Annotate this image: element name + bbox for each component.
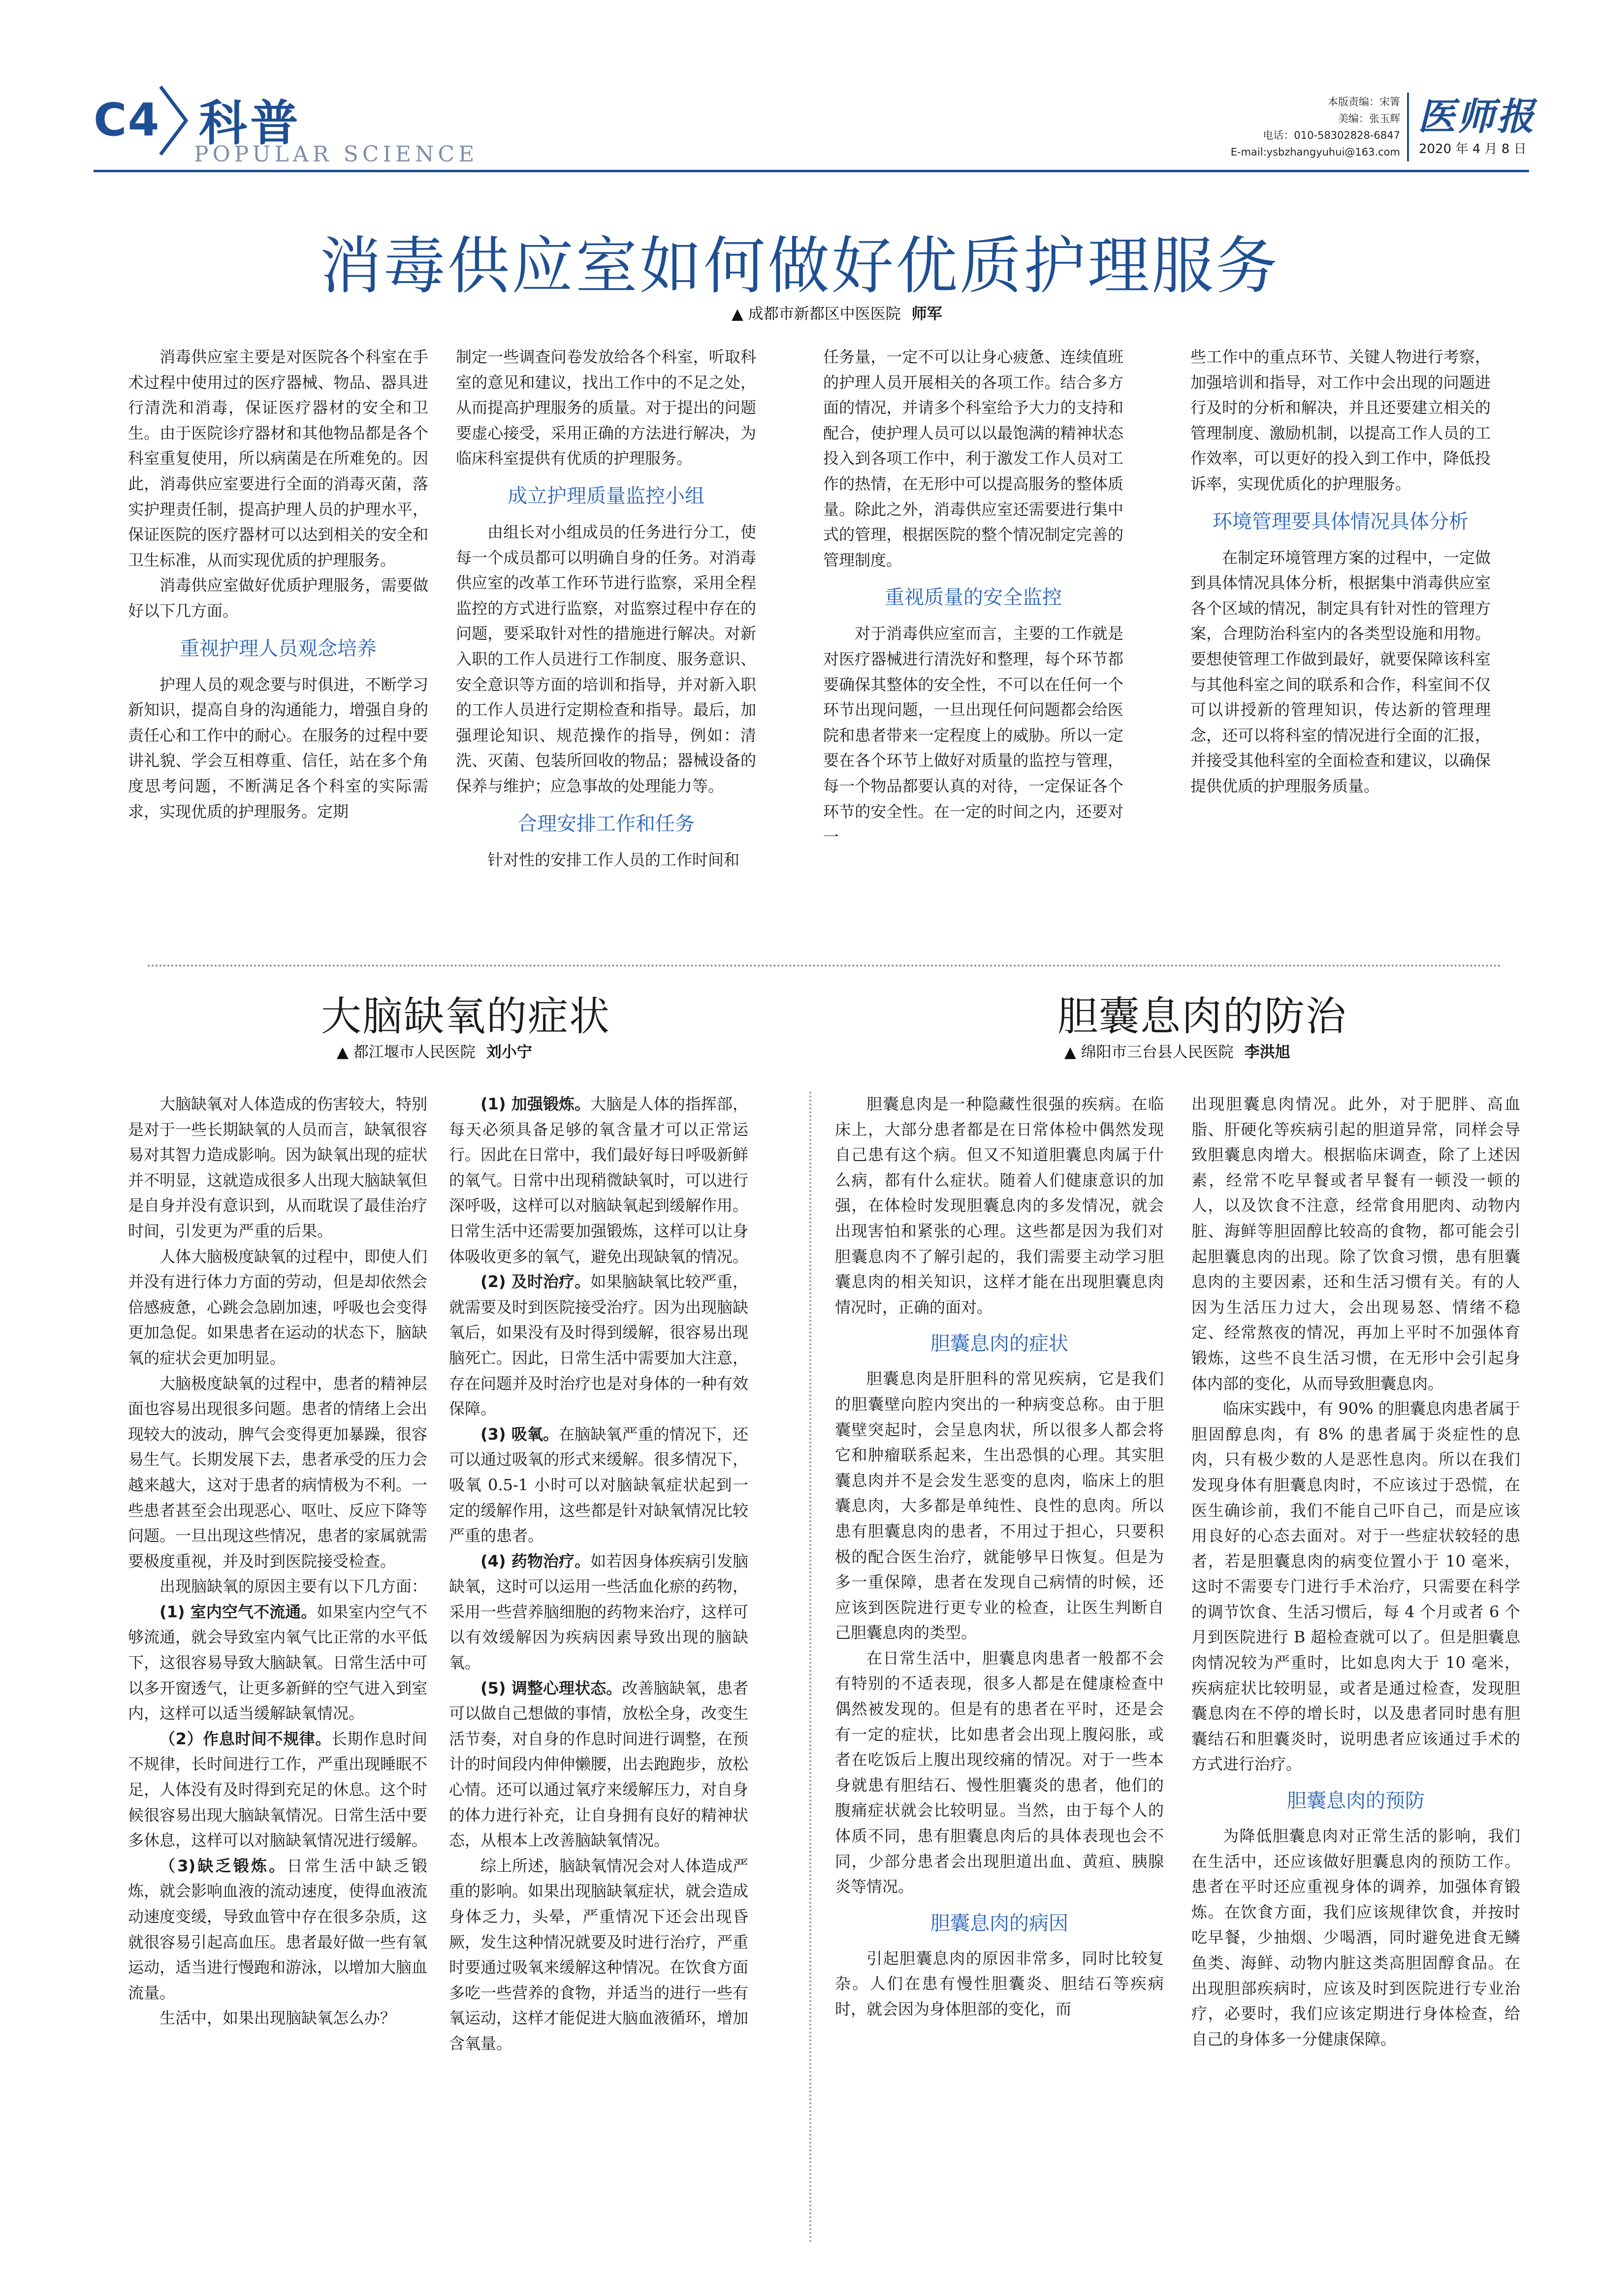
paragraph bbox=[128, 1854, 427, 2006]
byline-author: 李洪旭 bbox=[1244, 1043, 1290, 1061]
main-article-column-3 bbox=[823, 345, 1123, 850]
masthead-logo: 医师报 bbox=[1418, 94, 1536, 138]
section-heading: 重视质量的安全监控 bbox=[885, 586, 1062, 609]
paragraph: 在日常生活中，胆囊息肉患者一般都不会有特别的不适表现，很多人都是在健康检查中偶然被发现的。但是有的患者在平时，还是会有一定的症状，比如患者会出现上腹闷胀，或者在吃饭后上腹出现绞痛的情况。对于一些本身就患有胆结石、慢性胆囊炎的患者，他们的腹痛症状就会比较明显。当然，由于每个人的体质不同，患有胆囊息肉后的具体表现也会不同，少部分患者会出现胆道出血、黄疸、胰腺炎等情况。 bbox=[835, 1648, 1164, 1896]
paragraph: 人体大脑极度缺氧的过程中，即使人们并没有进行体力方面的劳动，但是却依然会倍感疲惫，心跳会急剧加速，呼吸也会变得更加急促。如果患者在运动的状态下，脑缺氧的症状会更加明显。 bbox=[128, 1247, 428, 1367]
main-article-column-4 bbox=[1190, 345, 1491, 799]
brain-article-title: 大脑缺氧的症状 bbox=[321, 993, 611, 1040]
item-text: 长期作息时间不规律，长时间进行工作，严重出现睡眠不足，人体没有及时得到充足的休息。这个时候很容易出现大脑缺氧情况。日常生活中要多休息，这样可以对脑缺氧情况进行缓解。 bbox=[128, 1729, 428, 1850]
paragraph: 由组长对小组成员的任务进行分工，使每一个成员都可以明确自身的任务。对消毒供应室的改革工作环节进行监察，采用全程监控的方式进行监察，对监察过程中存在的问题，要采取针对性的措施进行解决。对新入职的工作人员进行工作制度、服务意识、安全意识等方面的培训和指导，并对新入职的工作人员进行定期检查和指导。最后，加强理论知识、规范操作的指导，例如：清洗、灭菌、包装所回收的物品；器械设备的保养与维护；应急事故的处理能力等。 bbox=[456, 522, 756, 795]
item-text: 如果脑缺氧比较严重，就需要及时到医院接受治疗。因为出现脑缺氧后，如果没有及时得到缓解，很容易出现脑死亡。因此，日常生活中需要加大注意，存在问题并及时治疗也是对身体的一种有效保障。 bbox=[449, 1272, 749, 1418]
main-article-byline bbox=[732, 301, 942, 323]
item-lead: (1) 室内空气不流通。 bbox=[160, 1602, 317, 1621]
section-divider bbox=[148, 965, 1502, 967]
page-number: C4 bbox=[94, 94, 160, 146]
brain-article-column-2 bbox=[449, 1092, 748, 2057]
masthead-divider bbox=[1407, 93, 1409, 161]
editor-line: 本版责编：宋箐 bbox=[1328, 96, 1400, 108]
paragraph: 消毒供应室主要是对医院各个科室在手术过程中使用过的医疗器械、物品、器具进行清洗和消毒，保证医疗器材的安全和卫生。由于医院诊疗器材和其他物品都是各个科室重复使用，所以病菌是在所难免的。因此，消毒供应室要进行全面的消毒灭菌，落实护理责任制，提高护理人员的护理水平，保证医院的医疗器材可以达到相关的安全和卫生标准，从而实现优质的护理服务。 bbox=[128, 347, 428, 569]
paragraph bbox=[449, 1422, 748, 1549]
item-lead: (2) 及时治疗。 bbox=[480, 1272, 591, 1291]
section-heading: 胆囊息肉的症状 bbox=[930, 1332, 1068, 1355]
paragraph: 任务量，一定不可以让身心疲惫、连续值班的护理人员开展相关的各项工作。结合多方面的情况，并请多个科室给予大力的支持和配合，使护理人员可以以最饱满的精神状态投入到各项工作中，利于激发工作人员对工作的热情，在无形中可以提高服务的整体质量。除此之外，消毒供应室还需要进行集中式的管理，根据医院的整个情况制定完善的管理制度。 bbox=[823, 347, 1123, 569]
item-lead: （2）作息时间不规律。 bbox=[160, 1729, 331, 1748]
section-heading: 合理安排工作和任务 bbox=[517, 812, 695, 835]
main-article-column-1 bbox=[128, 345, 428, 824]
paragraph: 生活中，如果出现脑缺氧怎么办？ bbox=[160, 2009, 396, 2028]
item-lead: (1) 加强锻炼。 bbox=[480, 1095, 591, 1113]
item-text: 如若因身体疾病引发脑缺氧，这时可以运用一些活血化瘀的药物，采用一些营养脑细胞的药物来治疗，这样可以有效缓解因为疾病因素导致出现的脑缺氧。 bbox=[449, 1551, 749, 1672]
byline-org: ▲ 成都市新都区中医医院 bbox=[732, 305, 901, 323]
paragraph: 对于消毒供应室而言，主要的工作就是对医疗器械进行清洗好和整理，每个环节都要确保其整体的安全性，不可以在任何一个环节出现问题，一旦出现任何问题都会给医院和患者带来一定程度上的威胁。所以一定要在各个环节上做好对质量的监控与管理，每一个物品都要认真的对待，一定保证各个环节的安全性。在一定的时间之内，还要对一 bbox=[823, 624, 1123, 847]
item-lead: （3)缺乏锻炼。 bbox=[160, 1856, 287, 1875]
item-text: 大脑是人体的指挥部，每天必须具备足够的氧含量才可以正常运行。因此在日常中，我们最好每日呼吸新鲜的氧气。日常中出现稍微缺氧时，可以进行深呼吸，这样可以对脑缺氧起到缓解作用。日常生活中还需要加强锻炼，这样可以让身体吸收更多的氧气，避免出现缺氧的情况。 bbox=[449, 1095, 749, 1266]
paragraph: 出现脑缺氧的原因主要有以下几方面： bbox=[160, 1577, 428, 1596]
paragraph bbox=[449, 1676, 748, 1854]
paragraph: 出现胆囊息肉情况。此外，对于肥胖、高血脂、肝硬化等疾病引起的胆道异常，同样会导致胆囊息肉增大。根据临床调查，除了上述因素，经常不吃早餐或者早餐有一顿没一顿的人，以及饮食不注意，经常食用肥肉、动物内脏、海鲜等胆固醇比较高的食物，都可能会引起胆囊息肉的出现。除了饮食习惯，患有胆囊息肉的主要因素，还和生活习惯有关。有的人因为生活压力过大，会出现易怒、情绪不稳定、经常熬夜的情况，再加上平时不加强体育锻炼，这些不良生活习惯，在无形中会引起身体内部的变化，从而导致胆囊息肉。 bbox=[1191, 1095, 1520, 1393]
item-text: 如果室内空气不够流通，就会导致室内氧气比正常的水平低下，这很容易导致大脑缺氧。日常生活中可以多开窗透气，让更多新鲜的空气进入到室内，这样可以适当缓解缺氧情况。 bbox=[128, 1602, 428, 1723]
paragraph: 针对性的安排工作人员的工作时间和 bbox=[487, 850, 740, 869]
section-subtitle: POPULAR SCIENCE bbox=[194, 142, 479, 167]
gall-article-title: 胆囊息肉的防治 bbox=[1057, 993, 1347, 1040]
brain-article-column-1 bbox=[128, 1092, 427, 2031]
item-text: 在脑缺氧严重的情况下，还可以通过吸氧的形式来缓解。很多情况下，吸氧 0.5-1 小时可以对脑缺氧症状起到一定的缓解作用，这些都是针对缺氧情况比较严重的患者。 bbox=[449, 1424, 749, 1545]
brain-article-byline bbox=[337, 1039, 532, 1062]
phone-line: 电话：010-58302828-6847 bbox=[1263, 129, 1400, 141]
paragraph: 些工作中的重点环节、关键人物进行考察，加强培训和指导，对工作中会出现的问题进行及时的分析和解决，并且还要建立相关的管理制度、激励机制，以提高工作人员的工作效率，可以更好的投入到工作中，降低投诉率，实现优质化的护理服务。 bbox=[1190, 347, 1491, 493]
email-line: E-mail:ysbzhangyuhui@163.com bbox=[1230, 146, 1400, 158]
gall-article-column-2 bbox=[1191, 1092, 1520, 2052]
header-rule bbox=[94, 170, 1529, 172]
paragraph: 制定一些调查问卷发放给各个科室，听取科室的意见和建议，找出工作中的不足之处，从而提高护理服务的质量。对于提出的问题要虚心接受，采用正确的方法进行解决，为临床科室提供有优质的护理服务。 bbox=[456, 347, 756, 468]
paragraph: 护理人员的观念要与时俱进，不断学习新知识，提高自身的沟通能力，增强自身的责任心和工作中的耐心。在服务的过程中要讲礼貌、学会互相尊重、信任，站在多个角度思考问题，不断满足各个科室的实际需求，实现优质的护理服务。定期 bbox=[128, 675, 428, 821]
paragraph: 胆囊息肉是一种隐藏性很强的疾病。在临床上，大部分患者都是在日常体检中偶然发现自己患有这个病。但又不知道胆囊息肉属于什么病，都有什么症状。随着人们健康意识的加强，在体检时发现胆囊息肉的多发情况，就会出现害怕和紧张的心理。这些都是因为我们对胆囊息肉不了解引起的，我们需要主动学习胆囊息肉的相关知识，这样才能在出现胆囊息肉情况时，正确的面对。 bbox=[835, 1095, 1164, 1317]
item-text: 日常生活中缺乏锻炼，就会影响血液的流动速度，使得血液流动速度变缓，导致血管中存在很多杂质，这就很容易引起高血压。患者最好做一些有氧运动，适当进行慢跑和游泳，以增加大脑血流量。 bbox=[128, 1856, 428, 2002]
paragraph bbox=[128, 1600, 427, 1727]
gall-article-byline bbox=[1064, 1039, 1290, 1062]
section-heading: 环境管理要具体情况具体分析 bbox=[1213, 510, 1469, 533]
paragraph: 临床实践中，有 90% 的胆囊息肉患者属于胆固醇息肉，有 8% 的患者属于炎症性的息肉，只有极少数的人是恶性息肉。所以在我们发现身体有胆囊息肉时，不应该过于恐慌，在医生确诊前，我们不能自己吓自己，而是应该用良好的心态去面对。对于一些症状较轻的患者，若是胆囊息肉的病变位置小于 10 毫米，这时不需要专门进行手术治疗，只需要在科学的调节饮食、生活习惯后，每 4 个月或者 6 个月到医院进行 B 超检查就可以了。但是胆囊息肉情况较为严重时，比如息肉大于 10 毫米，疾病症状比较明显，或者是通过检查，发现胆囊息肉在不停的增长时，以及患者同时患有胆囊结石和胆囊炎时，说明患者应该通过手术的方式进行治疗。 bbox=[1191, 1399, 1520, 1774]
chevron-right-icon bbox=[157, 84, 191, 157]
byline-org: ▲ 绵阳市三台县人民医院 bbox=[1064, 1043, 1234, 1061]
byline-author: 刘小宁 bbox=[486, 1043, 532, 1061]
byline-org: ▲ 都江堰市人民医院 bbox=[337, 1043, 476, 1061]
paragraph: 引起胆囊息肉的原因非常多，同时比较复杂。人们在患有慢性胆囊炎、胆结石等疾病时，就会因为身体胆部的变化，而 bbox=[835, 1949, 1164, 2018]
item-text: 改善脑缺氧，患者可以做自己想做的事情，放松全身，改变生活节奏，对自身的作息时间进行调整，在预计的时间段内伸伸懒腰，出去跑跑步，放松心情。还可以通过氧疗来缓解压力，对自身的体力进行补充，让自身拥有良好的精神状态，从根本上改善脑缺氧情况。 bbox=[449, 1678, 749, 1850]
main-article-column-2 bbox=[456, 345, 756, 873]
paragraph bbox=[449, 1549, 748, 1676]
paragraph: 大脑缺氧对人体造成的伤害较大，特别是对于一些长期缺氧的人员而言，缺氧很容易对其智力造成影响。因为缺氧出现的症状并不明显，这就造成很多人出现大脑缺氧但是自身并没有意识到，从而耽误了最佳治疗时间，引发更为严重的后果。 bbox=[128, 1095, 428, 1240]
item-lead: (5) 调整心理状态。 bbox=[480, 1678, 622, 1698]
paragraph: 消毒供应室做好优质护理服务，需要做好以下几方面。 bbox=[128, 576, 428, 620]
issue-date: 2020 年 4 月 8 日 bbox=[1419, 142, 1527, 157]
paragraph bbox=[128, 1727, 427, 1854]
item-lead: (4) 药物治疗。 bbox=[480, 1551, 591, 1571]
paragraph: 综上所述，脑缺氧情况会对人体造成严重的影响。如果出现脑缺氧症状，就会造成身体乏力，头晕，严重情况下还会出现昏厥，发生这种情况就要及时进行治疗，严重时要通过吸氧来缓解这种情况。在饮食方面多吃一些营养的食物，并适当的进行一些有氧运动，这样才能促进大脑血液循环，增加含氧量。 bbox=[449, 1856, 749, 2053]
section-heading: 胆囊息肉的病因 bbox=[930, 1912, 1068, 1935]
paragraph bbox=[449, 1269, 748, 1422]
gall-article-column-1 bbox=[835, 1092, 1164, 2022]
paragraph: 大脑极度缺氧的过程中，患者的精神层面也容易出现很多问题。患者的情绪上会出现较大的波动，脾气会变得更加暴躁，很容易生气。长期发展下去，患者承受的压力会越来越大，这对于患者的病情极为不利。一些患者甚至会出现恶心、呕吐、反应下降等问题。一旦出现这些情况，患者的家属就需要极度重视，并及时到医院接受检查。 bbox=[128, 1374, 428, 1571]
item-lead: (3) 吸氧。 bbox=[480, 1424, 559, 1444]
column-divider bbox=[809, 1092, 811, 2243]
main-article-title: 消毒供应室如何做好优质护理服务 bbox=[320, 230, 1279, 302]
section-title: 科普 bbox=[199, 95, 302, 152]
designer-line: 美编：张玉辉 bbox=[1338, 113, 1400, 125]
section-heading: 胆囊息肉的预防 bbox=[1287, 1790, 1425, 1813]
paragraph: 胆囊息肉是肝胆科的常见疾病，它是我们的胆囊壁向腔内突出的一种病变总称。由于胆囊壁突起时，会呈息肉状，所以很多人都会将它和肿瘤联系起来，生出恐惧的心理。其实胆囊息肉并不是会发生恶变的息肉，临床上的胆囊息肉，大多都是单纯性、良性的息肉。所以患有胆囊息肉的患者，不用过于担心，只要积极的配合医生治疗，就能够早日恢复。但是为多一重保障，患者在发现自己病情的时候，还应该到医院进行更专业的检查，让医生判断自己胆囊息肉的类型。 bbox=[835, 1369, 1164, 1642]
paragraph: 为降低胆囊息肉对正常生活的影响，我们在生活中，还应该做好胆囊息肉的预防工作。患者在平时还应重视身体的调养，加强体育锻炼。在饮食方面，我们应该规律饮食，并按时吃早餐，少抽烟、少喝酒，同时避免进食无鳞鱼类、海鲜、动物内脏这类高胆固醇食品。在出现胆部疾病时，应该及时到医院进行专业治疗，必要时，我们应该定期进行身体检查，给自己的身体多一分健康保障。 bbox=[1191, 1826, 1520, 2048]
editor-info bbox=[1231, 94, 1400, 160]
section-heading: 成立护理质量监控小组 bbox=[508, 484, 704, 507]
paragraph bbox=[449, 1092, 748, 1269]
section-heading: 重视护理人员观念培养 bbox=[180, 637, 377, 660]
paragraph: 在制定环境管理方案的过程中，一定做到具体情况具体分析，根据集中消毒供应室各个区域的情况，制定具有针对性的管理方案，合理防治科室内的各类型设施和用物。要想使管理工作做到最好，就要保障该科室与其他科室之间的联系和合作，科室间不仅可以讲授新的管理知识，传达新的管理理念，还可以将科室的情况进行全面的汇报，并接受其他科室的全面检查和建议，以确保提供优质的护理服务质量。 bbox=[1190, 548, 1491, 795]
byline-author: 师军 bbox=[911, 305, 942, 323]
